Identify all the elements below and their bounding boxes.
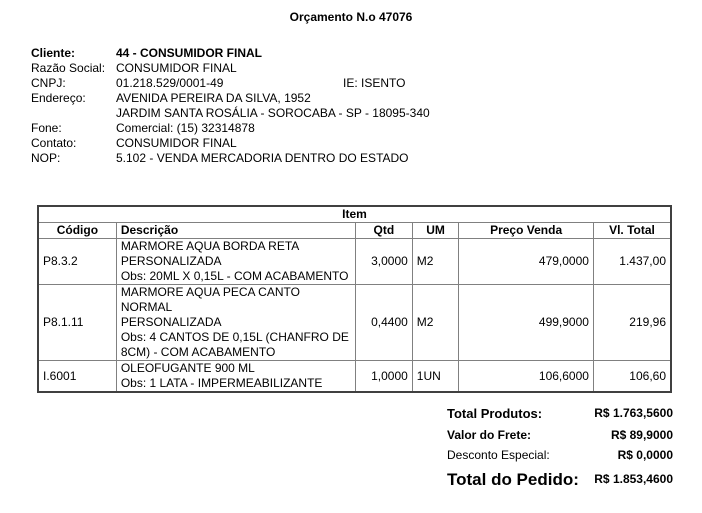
endereco-line2: JARDIM SANTA ROSÁLIA - SOROCABA - SP - 18095-340 (116, 106, 430, 120)
ie-value: ISENTO (361, 76, 406, 90)
description-line: Obs: 4 CANTOS DE 0,15L (CHANFRO DE (120, 330, 349, 344)
description-line: PERSONALIZADA (120, 254, 222, 268)
cell-um: 1UN (412, 361, 458, 393)
cell-qtd: 0,4400 (355, 285, 412, 361)
description-line: MARMORE AQUA PECA CANTO NORMAL (120, 285, 300, 314)
endereco-line1: AVENIDA PEREIRA DA SILVA, 1952 (116, 91, 311, 105)
endereco-label: Endereço: (31, 91, 86, 105)
cell-qtd: 3,0000 (355, 239, 412, 285)
total-pedido-row (447, 470, 673, 496)
valor-frete-label: Valor do Frete: (447, 428, 532, 442)
nop-label: NOP: (31, 151, 61, 165)
cell-descricao (116, 285, 355, 361)
valor-frete-row (447, 428, 673, 448)
cell-descricao (116, 361, 355, 393)
razao-value: CONSUMIDOR FINAL (116, 61, 237, 75)
cnpj-value: 01.218.529/0001-49 (116, 76, 224, 90)
cell-codigo: P8.1.11 (38, 285, 116, 361)
cell-preco: 106,6000 (459, 361, 594, 393)
header-codigo: Código (38, 223, 116, 239)
fone-value: Comercial: (15) 32314878 (116, 121, 255, 135)
desconto-value: R$ 0,0000 (617, 448, 673, 462)
cell-total: 106,60 (593, 361, 671, 393)
cell-total: 1.437,00 (593, 239, 671, 285)
contato-label: Contato: (31, 136, 77, 150)
cliente-value: 44 - CONSUMIDOR FINAL (116, 46, 263, 60)
razao-label: Razão Social: (31, 61, 106, 75)
cell-um: M2 (412, 239, 458, 285)
description-line: Obs: 1 LATA - IMPERMEABILIZANTE (120, 376, 323, 390)
cell-codigo: P8.3.2 (38, 239, 116, 285)
table-row (38, 239, 671, 285)
desconto-row (447, 448, 673, 468)
contato-value: CONSUMIDOR FINAL (116, 136, 237, 150)
document-title: Orçamento N.o 47076 (289, 10, 413, 24)
cell-preco: 499,9000 (459, 285, 594, 361)
description-line: PERSONALIZADA (120, 315, 222, 329)
description-line: 8CM) - COM ACABAMENTO (120, 345, 276, 359)
column-headers (38, 223, 671, 239)
header-total: Vl. Total (593, 223, 671, 239)
description-line: Obs: 20ML X 0,15L - COM ACABAMENTO (120, 269, 349, 283)
description-line: OLEOFUGANTE 900 ML (120, 361, 255, 375)
cliente-label: Cliente: (31, 46, 76, 60)
cell-codigo: I.6001 (38, 361, 116, 393)
total-produtos-value: R$ 1.763,5600 (594, 406, 673, 420)
header-um: UM (412, 223, 458, 239)
cnpj-label: CNPJ: (31, 76, 66, 90)
header-preco: Preço Venda (459, 223, 594, 239)
table-row (38, 285, 671, 361)
ie-label: IE: (343, 76, 358, 90)
total-produtos-label: Total Produtos: (447, 406, 543, 421)
total-pedido-label: Total do Pedido: (447, 470, 579, 489)
total-pedido-value: R$ 1.853,4600 (594, 472, 673, 486)
cell-descricao (116, 239, 355, 285)
cell-preco: 479,0000 (459, 239, 594, 285)
desconto-label: Desconto Especial: (447, 448, 550, 462)
totals-block (447, 406, 673, 496)
item-group-header: Item (38, 206, 671, 223)
items-table (37, 205, 672, 393)
header-qtd: Qtd (355, 223, 412, 239)
cell-um: M2 (412, 285, 458, 361)
cell-qtd: 1,0000 (355, 361, 412, 393)
total-produtos-row (447, 406, 673, 428)
header-descricao: Descrição (116, 223, 355, 239)
fone-label: Fone: (31, 121, 62, 135)
table-row (38, 361, 671, 393)
cell-total: 219,96 (593, 285, 671, 361)
valor-frete-value: R$ 89,9000 (610, 428, 673, 442)
nop-value: 5.102 - VENDA MERCADORIA DENTRO DO ESTADO (116, 151, 409, 165)
description-line: MARMORE AQUA BORDA RETA (120, 239, 300, 253)
